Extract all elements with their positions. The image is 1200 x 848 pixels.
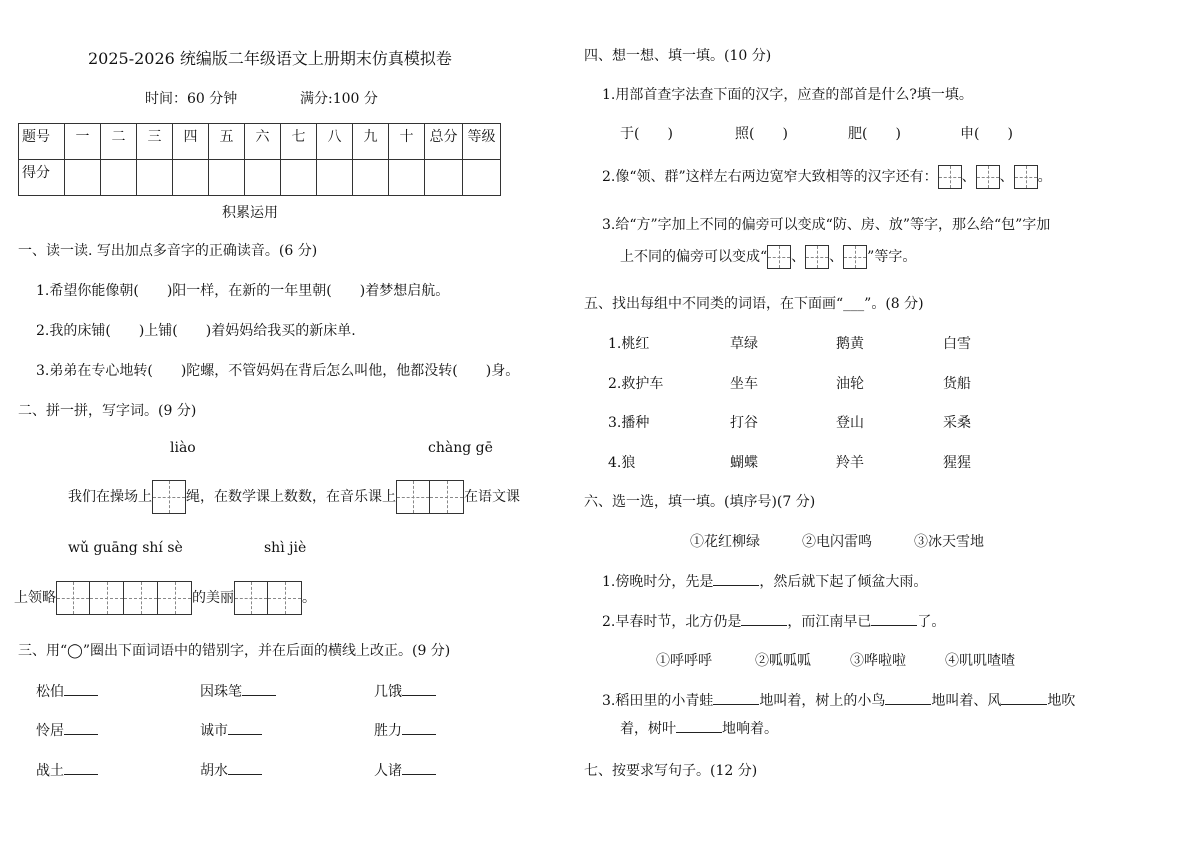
word: 诚市 [200, 723, 228, 739]
q3-word [36, 681, 98, 701]
q6-title: 六、选一选，填一填。(填序号)(7 分) [584, 494, 816, 510]
q6-sentence-1 [602, 571, 927, 591]
char-box[interactable] [805, 245, 829, 269]
q3-word [200, 760, 262, 780]
q4-char: 肥( ) [848, 126, 901, 142]
q2-line-1 [68, 479, 520, 515]
q3-word [374, 720, 436, 740]
q5-word[interactable]: 2.救护车 [608, 376, 664, 392]
q5-word[interactable]: 猩猩 [943, 455, 971, 471]
answer-line[interactable] [64, 720, 98, 735]
score-table-score-row [19, 160, 501, 196]
q5-word[interactable]: 鹅黄 [836, 336, 864, 352]
score-cell[interactable] [281, 160, 317, 196]
word: 几饿 [374, 684, 402, 700]
table-cell: 六 [245, 124, 281, 160]
separator: 、 [999, 169, 1014, 185]
char-box[interactable] [976, 165, 1000, 189]
q2-line-2 [14, 580, 316, 616]
table-cell: 二 [101, 124, 137, 160]
score-cell[interactable] [173, 160, 209, 196]
section-label: 积累运用 [222, 205, 278, 221]
q2-text: 在语文课 [464, 489, 520, 505]
answer-line[interactable] [64, 760, 98, 775]
q5-word[interactable]: 油轮 [836, 376, 864, 392]
score-cell[interactable] [425, 160, 463, 196]
q3-word [374, 760, 436, 780]
score-cell[interactable] [353, 160, 389, 196]
page-title: 2025-2026 统编版二年级语文上册期末仿真模拟卷 [88, 49, 452, 68]
q4-item-3a: 3.给“方”字加上不同的偏旁可以变成“防、房、放”等字，那么给“包”字加 [602, 217, 1051, 233]
q5-word[interactable]: 打谷 [730, 415, 758, 431]
q6-option: ②呱呱呱 [755, 653, 811, 669]
q5-word[interactable]: 采桑 [943, 415, 971, 431]
score-cell[interactable] [209, 160, 245, 196]
tianzige-group[interactable] [56, 580, 192, 616]
table-cell: 八 [317, 124, 353, 160]
tianzige-group[interactable] [234, 580, 302, 616]
q6-text: 2.早春时节，北方仍是 [602, 614, 742, 630]
exam-full-score: 满分:100 分 [300, 91, 378, 107]
q4-item-2 [602, 163, 1052, 191]
word: 战土 [36, 763, 64, 779]
q6-sentence-2 [602, 611, 945, 631]
q2-text: 我们在操场上 [68, 489, 152, 505]
q1-item-3: 3.弟弟在专心地转( )陀螺，不管妈妈在背后怎么叫他，他都没转( )身。 [36, 363, 520, 379]
table-cell: 七 [281, 124, 317, 160]
answer-line[interactable] [676, 718, 722, 733]
q6-text: 地吹 [1047, 693, 1076, 709]
answer-line[interactable] [713, 571, 759, 586]
table-cell: 一 [65, 124, 101, 160]
exam-time: 时间：60 分钟 [145, 91, 238, 107]
q2-title: 二、拼一拼，写字词。(9 分) [18, 403, 197, 419]
answer-line[interactable] [1001, 690, 1047, 705]
q6-option: ②电闪雷鸣 [802, 534, 872, 550]
score-cell[interactable] [101, 160, 137, 196]
answer-line[interactable] [242, 681, 276, 696]
q4-text: 上不同的偏旁可以变成“ [620, 249, 768, 265]
q2-text: 上领略 [14, 590, 56, 606]
table-cell: 等级 [463, 124, 501, 160]
table-cell: 四 [173, 124, 209, 160]
q6-text: 地响着。 [722, 721, 778, 737]
q5-word[interactable]: 草绿 [730, 336, 758, 352]
word: 胜力 [374, 723, 402, 739]
q3-word [200, 681, 276, 701]
table-cell: 十 [389, 124, 425, 160]
score-table-header-row [19, 124, 501, 160]
q4-char: 申( ) [960, 126, 1013, 142]
table-cell: 三 [137, 124, 173, 160]
answer-line[interactable] [885, 690, 931, 705]
answer-line[interactable] [402, 760, 436, 775]
pinyin-shijie: shì jiè [264, 540, 307, 556]
word: 人诸 [374, 763, 402, 779]
separator: 、 [829, 249, 844, 265]
answer-line[interactable] [741, 611, 787, 626]
q6-sentence-3-cont [620, 718, 778, 738]
char-box[interactable] [938, 165, 962, 189]
word: 胡水 [200, 763, 228, 779]
pinyin-changge: chàng gē [428, 440, 493, 456]
q4-title: 四、想一想、填一填。(10 分) [584, 48, 772, 64]
q6-option: ①呼呼呼 [656, 653, 712, 669]
pinyin-liao: liào [170, 440, 196, 456]
answer-line[interactable] [871, 611, 917, 626]
q5-word[interactable]: 坐车 [730, 376, 758, 392]
q1-item-2: 2.我的床铺( )上铺( )着妈妈给我买的新床单. [36, 323, 356, 339]
q7-title: 七、按要求写句子。(12 分) [584, 763, 758, 779]
answer-line[interactable] [228, 760, 262, 775]
q6-option: ③哗啦啦 [850, 653, 906, 669]
q6-text: 地叫着，树上的小鸟 [759, 693, 886, 709]
separator: 、 [961, 169, 976, 185]
pinyin-wuguangshise: wǔ guāng shí sè [68, 540, 183, 556]
q2-text: 。 [302, 590, 316, 606]
score-cell[interactable] [317, 160, 353, 196]
score-table [18, 123, 501, 196]
q6-text: ，然后就下起了倾盆大雨。 [759, 574, 928, 590]
score-cell[interactable] [389, 160, 425, 196]
q1-title: 一、读一读. 写出加点多音字的正确读音。(6 分) [18, 243, 318, 259]
q3-word [36, 720, 98, 740]
char-box[interactable] [843, 245, 867, 269]
q2-text: 的美丽 [192, 590, 234, 606]
tianzige-group[interactable] [152, 479, 186, 515]
char-box[interactable] [1014, 165, 1038, 189]
table-cell: 总分 [425, 124, 463, 160]
table-cell: 五 [209, 124, 245, 160]
q5-word[interactable]: 1.桃红 [608, 336, 650, 352]
q6-text: 着，树叶 [620, 721, 676, 737]
word: 松伯 [36, 684, 64, 700]
q5-word[interactable]: 3.播种 [608, 415, 650, 431]
q6-text: 3.稻田里的小青蛙 [602, 693, 714, 709]
q4-item-1: 1.用部首查字法查下面的汉字，应查的部首是什么?填一填。 [602, 87, 973, 103]
q6-sentence-3 [602, 690, 1075, 710]
q2-text: 绳，在数学课上数数，在音乐课上 [186, 489, 396, 505]
q4-item-3b [620, 243, 916, 271]
q4-char: 于( ) [620, 126, 673, 142]
score-cell[interactable] [245, 160, 281, 196]
q5-word[interactable]: 蝴蝶 [730, 455, 758, 471]
score-cell[interactable] [137, 160, 173, 196]
separator: 、 [791, 249, 806, 265]
q5-word[interactable]: 登山 [836, 415, 864, 431]
word: 因珠笔 [200, 684, 242, 700]
answer-line[interactable] [402, 720, 436, 735]
q5-word[interactable]: 白雪 [943, 336, 971, 352]
q6-text: 地叫着、风 [931, 693, 1002, 709]
q4-text: 2.像“领、群”这样左右两边宽窄大致相等的汉字还有： [602, 169, 938, 185]
q5-title: 五、找出每组中不同类的词语，在下面画“___”。(8 分) [584, 296, 924, 312]
q5-word[interactable]: 羚羊 [836, 455, 864, 471]
q4-char: 照( ) [735, 126, 788, 142]
q6-option: ④叽叽喳喳 [945, 653, 1015, 669]
q5-word[interactable]: 4.狼 [608, 455, 636, 471]
q3-word [374, 681, 436, 701]
q5-word[interactable]: 货船 [943, 376, 971, 392]
char-box[interactable] [767, 245, 791, 269]
answer-line[interactable] [228, 720, 262, 735]
answer-line[interactable] [64, 681, 98, 696]
q3-word [200, 720, 262, 740]
score-cell[interactable] [65, 160, 101, 196]
word: 怜居 [36, 723, 64, 739]
table-cell: 题号 [19, 124, 65, 160]
q6-text: ，而江南早已 [787, 614, 872, 630]
score-cell[interactable] [463, 160, 501, 196]
q3-title: 三、用“◯”圈出下面词语中的错别字，并在后面的横线上改正。(9 分) [18, 643, 451, 659]
tianzige-group[interactable] [396, 479, 464, 515]
q3-word [36, 760, 98, 780]
q6-option: ③冰天雪地 [914, 534, 984, 550]
q1-item-1: 1.希望你能像朝( )阳一样，在新的一年里朝( )着梦想启航。 [36, 283, 450, 299]
answer-line[interactable] [402, 681, 436, 696]
q6-option: ①花红柳绿 [690, 534, 760, 550]
table-cell: 九 [353, 124, 389, 160]
table-cell: 得分 [19, 160, 65, 196]
q6-text: 了。 [917, 614, 946, 630]
q4-text: ”等字。 [867, 249, 917, 265]
answer-line[interactable] [713, 690, 759, 705]
q6-text: 1.傍晚时分，先是 [602, 574, 714, 590]
period: 。 [1037, 169, 1052, 185]
